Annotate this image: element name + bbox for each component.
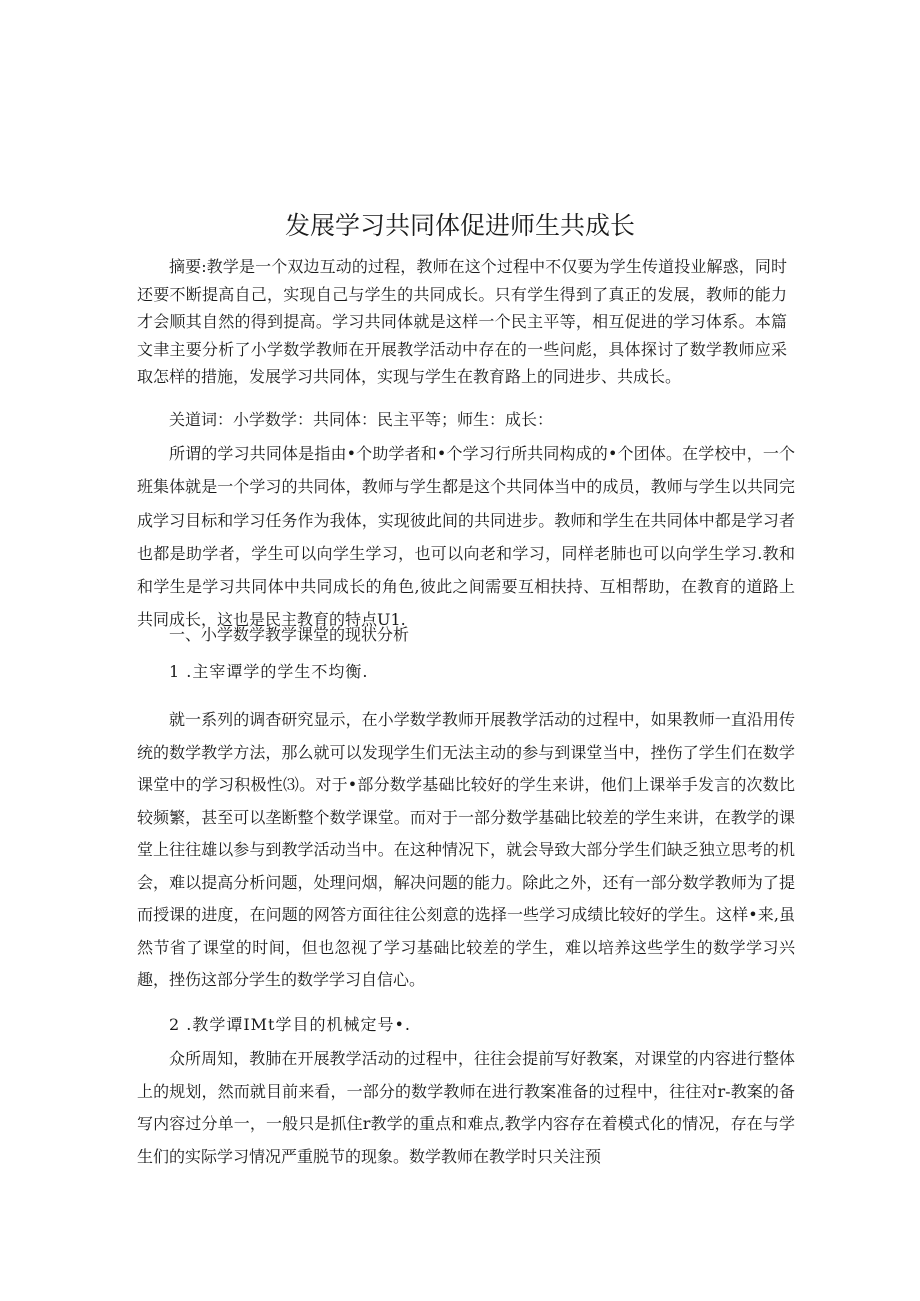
abstract-paragraph: 摘要:教学是一个双边互动的过程，教师在这个过程中不仅要为学生传道投业解惑，同时还要不断提高自己，实现自己与学生的共同成长。只有学生得到了真正的发展，教师的能力才会顺其自然的得到提高。学习共同体就是这样一个民主平等，相互促进的学习体系。本篇文聿主要分析了小学数学教师在开展教学活动中存在的一些问彪，具体探讨了数学教师应采取怎样的措施，发展学习共同体，实现与学生在教育路上的同进步、共成长。 (137, 257, 787, 386)
keywords-line: 关道词：小学数学：共同体：民主平等；师生：成长： (169, 410, 554, 429)
intro-paragraph: 所谓的学习共同体是指由•个助学者和•个学习行所共同构成的•个团体。在学校中，一个班集体就是一个学习的共同体，教师与学生都是这个共同体当中的成员，教师与学生以共同完成学习目标和学习任务作为我体，实现彼此间的共同进步。教师和学生在共同体中都是学习者也都是助学者，学生可以向学生学习，也可以向老和学习，同样老肺也可以向学生学习.教和和学生是学习共同体中共同成长的角色,彼此之间需要互相扶持、互相帮助，在教育的道路上共同成长，这也是民主教育的特点U1. (137, 444, 795, 630)
section-heading-1: 一、小学数学教学课堂的现状分析 (169, 625, 410, 644)
subsection-heading-1: 1 .主宰谭学的学生不均衡. (169, 662, 369, 681)
subsection-paragraph-2: 众所周知，教肺在开展教学活动的过程中，往往会提前写好教案，对课堂的内容进行整体上的规划，然而就目前来看，一部分的数学教师在进行教案准备的过程中，往往对r-教案的备写内容过分单一，一般只是抓住r教学的重点和难点,教学内容存在着模式化的情况，存在与学生们的实际学习情况严重脱节的现象。数学教师在教学时只关注预 (137, 1049, 795, 1166)
subsection-paragraph-1: 就一系列的调杳研究显示，在小学数学教师开展教学活动的过程中，如果教师一直沿用传统的数学教学方法，那么就可以发现学生们无法主动的参与到课堂当中，挫伤了学生们在数学课堂中的学习积极性⑶。对于•部分数学基础比较好的学生来讲，他们上课举手发言的次数比较频繁，甚至可以垄断整个数学课堂。而对于一部分数学基础比较差的学生来讲，在教学的课堂上往往雄以参与到教学活动当中。在这种情况下，就会导致大部分学生们缺乏独立思考的机会，难以提高分析问题，处理问烟，解决问题的能力。除此之外，还有一部分数学教师为了提而授课的进度，在问题的网答方面往往公刻意的选择一些学习成绩比较好的学生。这样•来,虽然节省了课堂的时间，但也忽视了学习基础比较差的学生，难以培养这些学生的数学学习兴趣，挫伤这部分学生的数学学习自信心。 (137, 710, 795, 989)
document-title: 发展学习共同体促进师生共成长 (284, 211, 635, 240)
subsection-heading-2: 2 .教学谭IMt学目的机械定号•. (169, 1015, 412, 1034)
